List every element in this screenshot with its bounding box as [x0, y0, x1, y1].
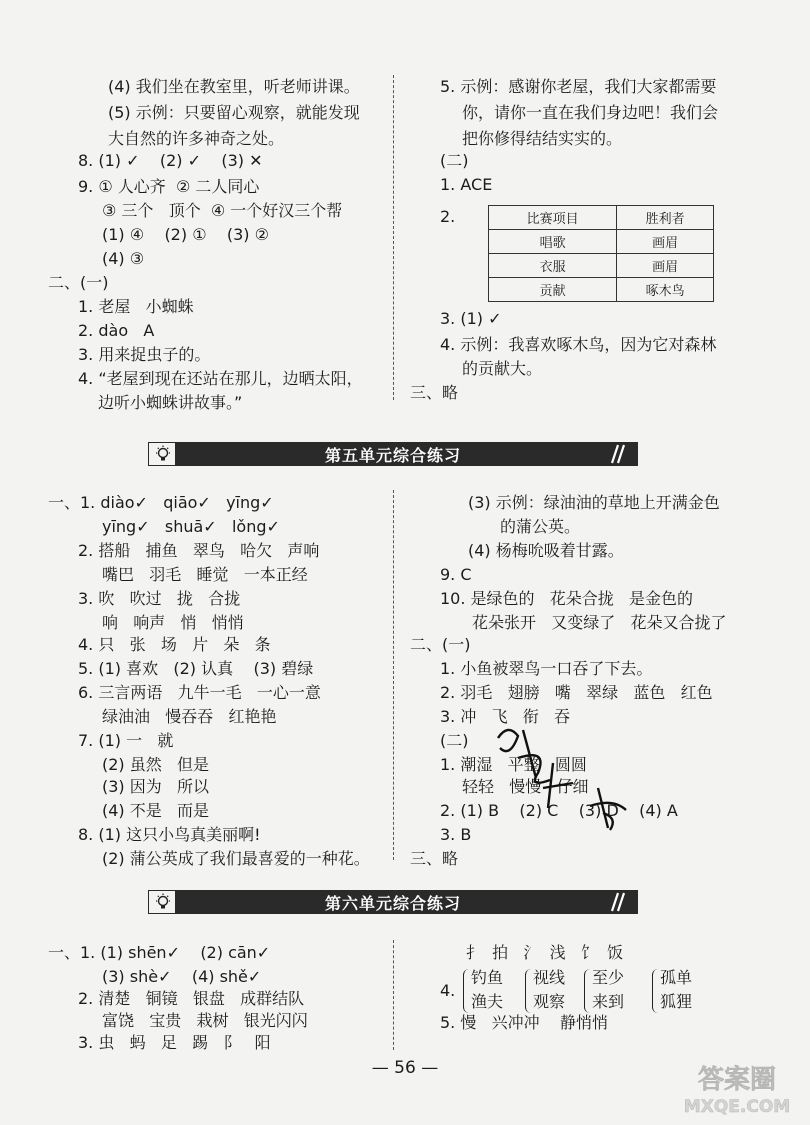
answer-line: 3. 虫 蚂 足 踢 阝 阳 — [78, 1033, 271, 1052]
answer-line: 嘴巴 羽毛 睡觉 一本正经 — [102, 565, 308, 584]
answer-line: 4. 只 张 场 片 朵 条 — [78, 635, 271, 654]
slash-decoration-icon — [604, 444, 628, 464]
answer-line: (3) shè✓ (4) shě✓ — [102, 967, 262, 986]
handwriting-scribble — [478, 718, 638, 838]
answer-line: 6. 三言两语 九牛一毛 一心一意 — [78, 683, 321, 702]
answer-line: 4. “老屋到现在还站在那儿，边晒太阳， — [78, 369, 363, 388]
answer-line: 5. 慢 兴冲冲 静悄悄 — [440, 1013, 608, 1032]
column-divider — [393, 940, 394, 1050]
winner-table — [488, 205, 714, 302]
word-pair-bottom: 观察 — [533, 992, 566, 1011]
answer-line: 绿油油 慢吞吞 红艳艳 — [102, 707, 277, 726]
table-cell: 衣服 — [489, 254, 617, 278]
section-heading: (二) — [440, 151, 469, 170]
answer-line: yīng✓ shuā✓ lǒng✓ — [102, 517, 280, 536]
table-header-cell: 比赛项目 — [489, 206, 617, 230]
answer-line: (5) 示例：只要留心观察，就能发现 — [108, 103, 360, 122]
section-heading: 三、略 — [410, 383, 459, 402]
answer-line: 4. — [440, 981, 456, 1000]
unit5-banner — [148, 442, 638, 466]
answer-line: (3) 示例：绿油油的草地上开满金色 — [468, 493, 720, 512]
table-header-row — [489, 206, 714, 230]
word-pair-bottom: 渔夫 — [471, 992, 504, 1011]
answer-line: 的蒲公英。 — [500, 517, 581, 536]
answer-line: (4) 不是 而是 — [102, 801, 210, 820]
slash-decoration-icon — [604, 892, 628, 912]
table-cell: 唱歌 — [489, 230, 617, 254]
answer-line: 2. 羽毛 翅膀 嘴 翠绿 蓝色 红色 — [440, 683, 713, 702]
word-pair-top: 视线 — [533, 968, 566, 987]
answer-line: ③ 三个 顶个 ④ 一个好汉三个帮 — [102, 201, 343, 220]
answer-line: 4. 示例：我喜欢啄木鸟，因为它对森林 — [440, 335, 717, 354]
answer-line: (2) 蒲公英成了我们最喜爱的一种花。 — [102, 849, 370, 868]
answer-line: (1) ④ (2) ① (3) ② — [102, 225, 269, 244]
answer-line: 1. 小鱼被翠鸟一口吞了下去。 — [440, 659, 653, 678]
watermark-site-text: MXQE.COM — [683, 1097, 791, 1117]
word-pair-top: 至少 — [592, 968, 625, 987]
answer-line: 5. (1) 喜欢 (2) 认真 (3) 碧绿 — [78, 659, 314, 678]
answer-line: 扌 拍 氵 浅 饣 饭 — [466, 943, 624, 962]
section-heading: (二) — [440, 731, 469, 750]
answer-line: 富饶 宝贵 栽树 银光闪闪 — [102, 1011, 308, 1030]
watermark-logo-text: 答案圈 — [697, 1065, 777, 1095]
answer-line: 轻轻 慢慢 仔细 — [462, 777, 589, 796]
brace-icon — [525, 969, 532, 1013]
word-pair-top: 钓鱼 — [471, 968, 504, 987]
table-row — [489, 278, 714, 302]
section-heading: 二、(一) — [48, 273, 109, 292]
answer-line: 5. 示例：感谢你老屋，我们大家都需要 — [440, 77, 717, 96]
section-heading: 三、略 — [410, 849, 459, 868]
section-heading: 二、(一) — [410, 635, 471, 654]
answer-line: 3. (1) ✓ — [440, 309, 502, 328]
answer-line: 一、1. diào✓ qiāo✓ yīng✓ — [48, 493, 274, 512]
brace-icon — [652, 969, 659, 1013]
answer-line: 10. 是绿色的 花朵合拢 是金色的 — [440, 589, 694, 608]
answer-line: 3. 吹 吹过 拢 合拢 — [78, 589, 241, 608]
answer-line: 2. 搭船 捕鱼 翠鸟 哈欠 声响 — [78, 541, 320, 560]
table-row — [489, 254, 714, 278]
answer-line: 2. 清楚 铜镜 银盘 成群结队 — [78, 989, 305, 1008]
answer-line: (4) ③ — [102, 249, 145, 268]
answer-line: 1. 潮湿 平整 圆圆 — [440, 755, 587, 774]
page-number: — 56 — — [371, 1058, 439, 1078]
answer-line: 大自然的许多神奇之处。 — [108, 129, 285, 148]
answer-line: 2. (1) B (2) C (3) D (4) A — [440, 801, 678, 820]
answer-line: 响 响声 悄 悄悄 — [102, 613, 244, 632]
table-row — [489, 230, 714, 254]
answer-line: 边听小蜘蛛讲故事。” — [98, 393, 243, 412]
answer-line: 7. (1) 一 就 — [78, 731, 174, 750]
answer-line: (3) 因为 所以 — [102, 777, 210, 796]
table-header-cell: 胜利者 — [617, 206, 714, 230]
unit6-title: 第六单元综合练习 — [324, 894, 461, 913]
column-divider — [393, 490, 394, 860]
answer-line: 1. 老屋 小蜘蛛 — [78, 297, 194, 316]
answer-line: (4) 我们坐在教室里，听老师讲课。 — [108, 77, 360, 96]
answer-line: 9. C — [440, 565, 472, 584]
word-pair-bottom: 来到 — [592, 992, 625, 1011]
answer-line: 你，请你一直在我们身边吧！我们会 — [462, 103, 719, 122]
answer-line: 2. dào A — [78, 321, 155, 340]
word-pair-top: 孤单 — [660, 968, 693, 987]
answer-line: (2) 虽然 但是 — [102, 755, 210, 774]
answer-line: 把你修得结结实实的。 — [462, 129, 623, 148]
answer-line: 1. ACE — [440, 175, 493, 194]
table-cell: 贡献 — [489, 278, 617, 302]
answer-line: 9. ① 人心齐 ② 二人同心 — [78, 177, 260, 196]
table-cell: 画眉 — [617, 254, 714, 278]
answer-line: 3. 冲 飞 衔 吞 — [440, 707, 571, 726]
answer-line: 3. 用来捉虫子的。 — [78, 345, 211, 364]
table-cell: 啄木鸟 — [617, 278, 714, 302]
answer-line: 花朵张开 又变绿了 花朵又合拢了 — [472, 613, 727, 632]
answer-line: 8. (1) 这只小鸟真美丽啊! — [78, 825, 261, 844]
column-divider — [393, 75, 394, 400]
table-cell: 画眉 — [617, 230, 714, 254]
word-pair-bottom: 狐狸 — [660, 992, 693, 1011]
answer-line: 的贡献大。 — [462, 359, 543, 378]
watermark-logo — [672, 1058, 802, 1118]
answer-line: 3. B — [440, 825, 472, 844]
unit6-banner — [148, 890, 638, 914]
answer-line: 8. (1) ✓ (2) ✓ (3) ✕ — [78, 151, 263, 170]
answer-line: 一、1. (1) shēn✓ (2) cān✓ — [48, 943, 271, 962]
brace-icon — [463, 969, 470, 1013]
answer-line: 2. — [440, 207, 456, 226]
answer-line: (4) 杨梅吮吸着甘露。 — [468, 541, 624, 560]
unit5-title: 第五单元综合练习 — [324, 446, 461, 465]
brace-icon — [584, 969, 591, 1013]
